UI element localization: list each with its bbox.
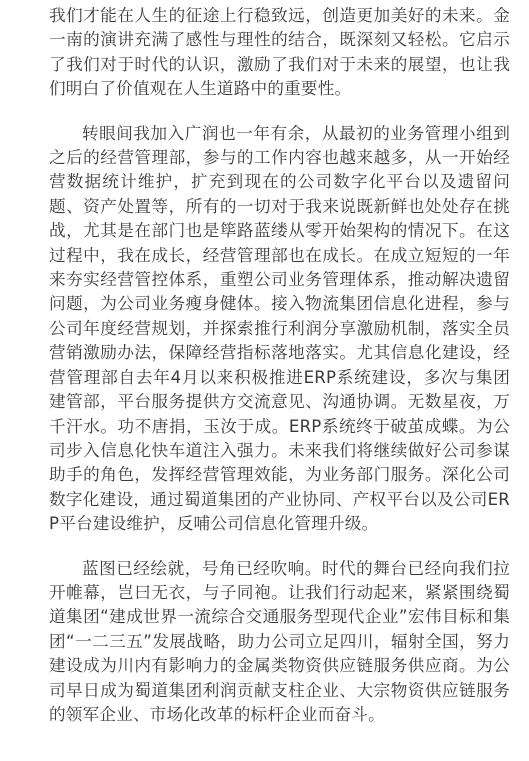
article-paragraph: 转眼间我加入广润也一年有余，从最初的业务管理小组到之后的经营管理部，参与的工作内容也越来越多，从一开始经营数据统计维护，扩充到现在的公司数字化平台以及遗留问题、资产处置等，所有的一切对于我来说既新鲜也处处存在挑战，尤其是在部门也是筚路蓝缕从零开始架构的情况下。在这过程中，我在成长，经营管理部也在成长。在成立短短的一年来夯实经营管控体系，重塑公司业务管理体系，推动解决遗留问题，为公司业务瘦身健体。接入物流集团信息化进程，参与公司年度经营规划，并探索推行利润分享激励机制，落实全员营销激励办法，保障经营指标落地落实。尤其信息化建设，经营管理部自去年4月以来积极推进ERP系统建设，多次与集团建管部，平台服务提供方交流意见、沟通协调。无数星夜，万千汗水。功不唐捐，玉汝于成。ERP系统终于破茧成蝶。为公司步入信息化快车道注入强力。未来我们将继续做好公司参谋助手的角色，发挥经营管理效能，为业务部门服务。深化公司数字化建设，通过蜀道集团的产业协同、产权平台以及公司ERP平台建设维护，反哺公司信息化管理升级。 (49, 123, 510, 534)
article-paragraph: 我们才能在人生的征途上行稳致远，创造更加美好的未来。金一南的演讲充满了感性与理性的结合，既深刻又轻松。它启示了我们对于时代的认识，激励了我们对于未来的展望，也让我们明白了价值观在人生道路中的重要性。 (49, 6, 510, 99)
article-paragraph: 蓝图已经绘就，号角已经吹响。时代的舞台已经向我们拉开帷幕，岂曰无衣，与子同袍。让我们行动起来，紧紧围绕蜀道集团“建成世界一流综合交通服务型现代企业”宏伟目标和集团“一二三五”发展战略，助力公司立足四川，辐射全国，努力建设成为川内有影响力的金属类物资供应链服务供应商。为公司早日成为蜀道集团利润贡献支柱企业、大宗物资供应链服务的领军企业、市场化改革的标杆企业而奋斗。 (49, 558, 510, 724)
